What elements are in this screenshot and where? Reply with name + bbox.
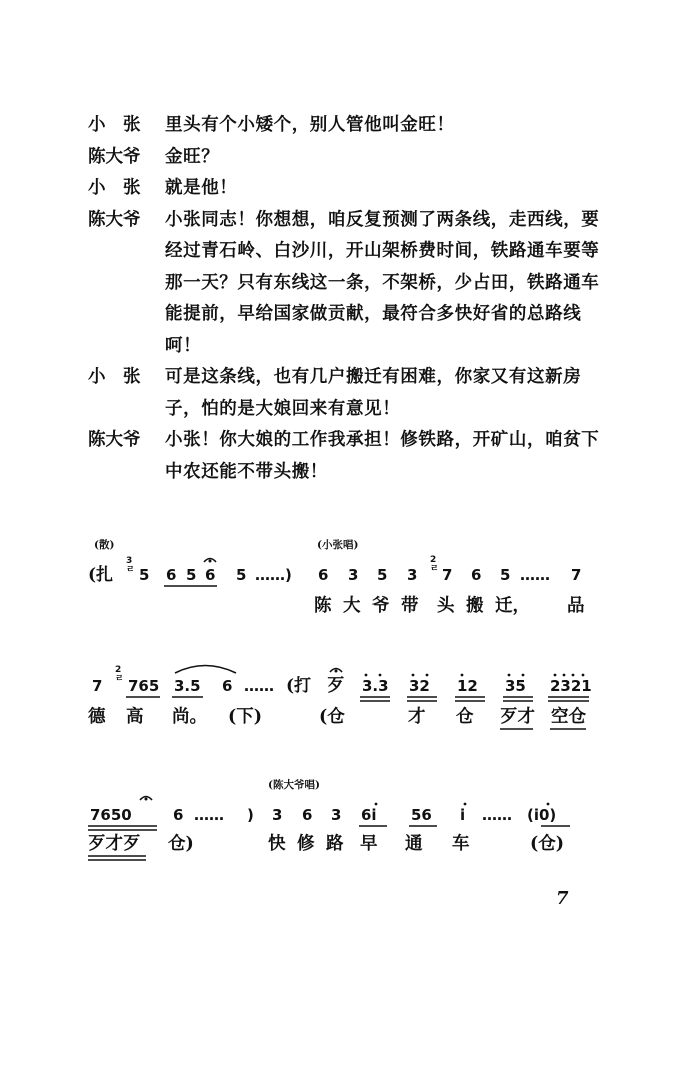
percussion-text: (打 — [286, 676, 312, 696]
speech-text: 金旺？ — [165, 146, 220, 167]
percussion-text: (扎 — [88, 565, 114, 585]
singer-mark: (陈大爷唱) — [268, 779, 320, 791]
lyric: (仓) — [530, 834, 565, 854]
grace-note: 2 — [115, 665, 122, 675]
octave-dot — [563, 674, 566, 677]
note: 3 — [272, 806, 283, 824]
note: 7 — [92, 677, 103, 695]
note: 7 — [442, 566, 453, 584]
octave-dot — [412, 674, 415, 677]
speech-text: 小张同志！你想想，咱反复预测了两条线，走西线，要经过青石岭、白沙川，开山架桥费时间，铁路通车要等那一天？只有东线这一条，不架桥，少占田，铁路通车能提前，早给国家做贡献，最符合多快好省的总路线呵！ — [165, 209, 600, 356]
lyric: 大 — [343, 596, 361, 616]
lyric: 通 — [405, 834, 423, 854]
lyric: 早 — [360, 834, 378, 854]
speaker-name: 小 张 — [88, 115, 141, 135]
grace-note: ㄹ — [126, 565, 135, 575]
note: 6 — [471, 566, 482, 584]
ellipsis: ……) — [255, 566, 292, 584]
note: 7 — [571, 566, 582, 584]
note: i — [460, 806, 466, 824]
ellipsis: …… — [194, 806, 224, 824]
lyric: 快 — [268, 834, 286, 854]
ellipsis: …… — [482, 806, 512, 824]
lyric: 带 — [401, 596, 419, 616]
note: 6 — [222, 677, 233, 695]
octave-dot — [554, 674, 557, 677]
ellipsis: …… — [244, 677, 274, 695]
fermata-dot — [209, 560, 212, 563]
note: 5 — [139, 566, 150, 584]
ellipsis: …… — [520, 566, 550, 584]
lyric: 尚。 — [172, 707, 207, 727]
note-group: (i0) — [527, 806, 557, 824]
note: 5 — [186, 566, 197, 584]
octave-dot — [379, 674, 382, 677]
note-group: 2321 — [550, 677, 592, 695]
note-group: 32 — [409, 677, 430, 695]
octave-dot — [522, 674, 525, 677]
tempo-mark: (散) — [94, 539, 115, 551]
speaker-name: 陈大爷 — [88, 430, 141, 450]
note-group: 6i — [361, 806, 377, 824]
speech-text: 可是这条线，也有几户搬迁有困难，你家又有这新房子，怕的是大娘回来有意见！ — [165, 367, 582, 419]
octave-dot — [464, 803, 467, 806]
lyric: 歹才歹 — [88, 834, 141, 854]
lyric: 爷 — [372, 596, 390, 616]
fermata-dot — [145, 798, 148, 801]
octave-dot — [461, 674, 464, 677]
gong-symbol: 歹 — [327, 676, 345, 696]
lyric: 仓 — [456, 707, 474, 727]
lyric: (下) — [228, 707, 263, 727]
note-group: 12 — [457, 677, 478, 695]
lyric: 空仓 — [551, 707, 586, 727]
lyric: (仓 — [319, 707, 345, 727]
speech-text: 小张！你大娘的工作我承担！修铁路，开矿山，咱贫下中农还能不带头搬！ — [165, 430, 600, 482]
slur — [175, 666, 236, 674]
note-group: 3.3 — [362, 677, 389, 695]
note: 6 — [318, 566, 329, 584]
octave-dot — [572, 674, 575, 677]
octave-dot — [375, 803, 378, 806]
grace-note: ㄹ — [430, 564, 439, 574]
note: 3 — [407, 566, 418, 584]
lyric: 陈 — [314, 596, 332, 616]
lyric: 车 — [452, 834, 470, 854]
note: 6 — [166, 566, 177, 584]
note: 6 — [173, 806, 184, 824]
note: 6 — [205, 566, 216, 584]
lyric: 歹才 — [500, 707, 535, 727]
lyric: 搬 — [466, 596, 484, 616]
octave-dot — [508, 674, 511, 677]
octave-dot — [582, 674, 585, 677]
note-group: 56 — [411, 806, 432, 824]
octave-dot — [426, 674, 429, 677]
grace-note: 3 — [126, 556, 133, 566]
note: 3 — [348, 566, 359, 584]
note-group: 3.5 — [174, 677, 201, 695]
speech-text: 里头有个小矮个，别人管他叫金旺！ — [165, 115, 455, 135]
note: 5 — [500, 566, 511, 584]
speaker-name: 小 张 — [88, 178, 141, 198]
speaker-name: 小 张 — [88, 367, 141, 387]
note: 5 — [377, 566, 388, 584]
paren: ) — [247, 806, 254, 824]
note-group: 765 — [128, 677, 160, 695]
lyric: 迁， — [495, 596, 530, 616]
speaker-name: 陈大爷 — [88, 209, 141, 230]
grace-note: 2 — [430, 555, 437, 565]
lyric: 头 — [437, 596, 455, 616]
lyric: 修 — [297, 834, 315, 854]
note: 3 — [331, 806, 342, 824]
note: 5 — [236, 566, 247, 584]
grace-note: ㄹ — [115, 674, 124, 684]
lyric: 德 — [88, 707, 106, 727]
page-number: 7 — [556, 888, 569, 909]
note-group: 35 — [505, 677, 526, 695]
speech-text: 就是他！ — [165, 178, 238, 198]
singer-mark: (小张唱) — [317, 539, 359, 551]
speaker-name: 陈大爷 — [88, 146, 141, 167]
lyric: 才 — [408, 707, 426, 727]
lyric: 品 — [567, 596, 585, 616]
note-group: 7650 — [90, 806, 132, 824]
lyric: 路 — [326, 834, 344, 854]
note: 6 — [302, 806, 313, 824]
lyric: 高 — [126, 707, 144, 727]
octave-dot — [547, 803, 550, 806]
lyric: 仓) — [168, 834, 194, 854]
fermata-dot — [335, 670, 338, 673]
octave-dot — [365, 674, 368, 677]
